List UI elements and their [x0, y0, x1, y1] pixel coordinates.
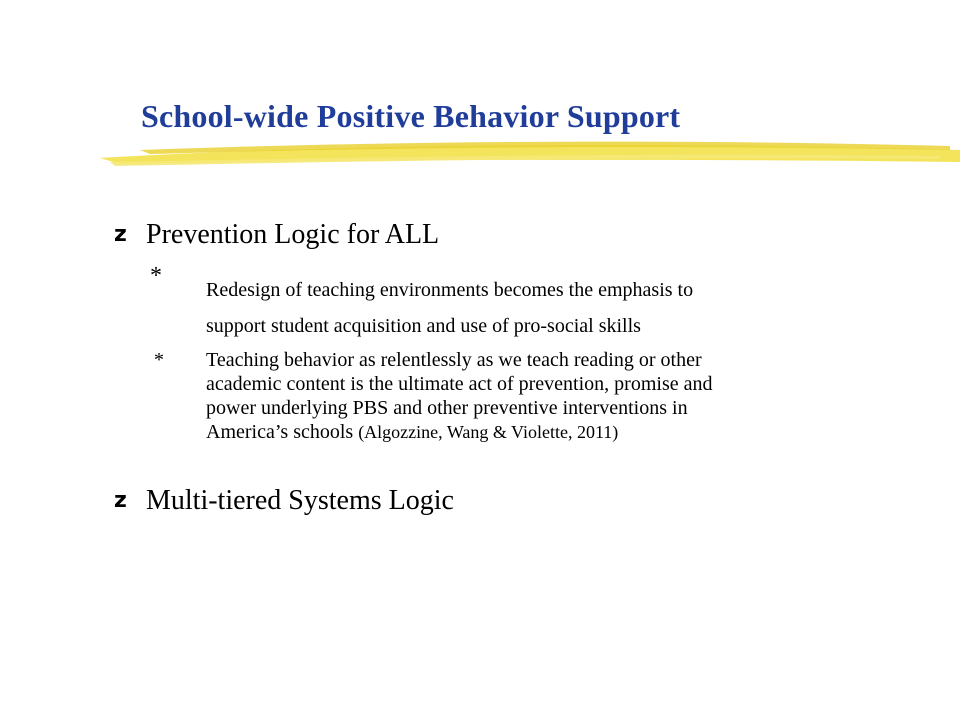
subpoint-line: Teaching behavior as relentlessly as we teach reading or other — [206, 349, 702, 371]
bullet-glyph: z — [114, 488, 127, 513]
subpoint-line-text: America’s schools — [206, 421, 354, 443]
subpoint-redesign — [150, 263, 910, 338]
citation: (Algozzine, Wang & Violette, 2011) — [358, 422, 619, 442]
subpoint-text — [206, 348, 906, 444]
subpoint-line: Redesign of teaching environments becomes the emphasis to — [206, 279, 694, 301]
subpoint-line: academic content is the ultimate act of prevention, promise and — [206, 373, 713, 395]
subpoint-teaching-behavior — [150, 348, 910, 468]
bullet-multi-tiered — [114, 484, 454, 518]
subpoint-marker: * — [150, 263, 162, 289]
subpoint-line: power underlying PBS and other preventive interventions in — [206, 397, 688, 419]
subpoint-line: support student acquisition and use of pro-social skills — [206, 315, 641, 337]
subpoint-line — [206, 420, 906, 444]
bullet-text: Prevention Logic for ALL — [146, 219, 440, 250]
bullet-glyph: z — [114, 222, 127, 247]
page-title: School-wide Positive Behavior Support — [141, 98, 681, 134]
subpoint-marker: * — [154, 349, 164, 371]
bullet-prevention-logic — [114, 218, 439, 252]
subpoint-text — [206, 272, 906, 344]
bullet-text: Multi-tiered Systems Logic — [146, 485, 454, 516]
